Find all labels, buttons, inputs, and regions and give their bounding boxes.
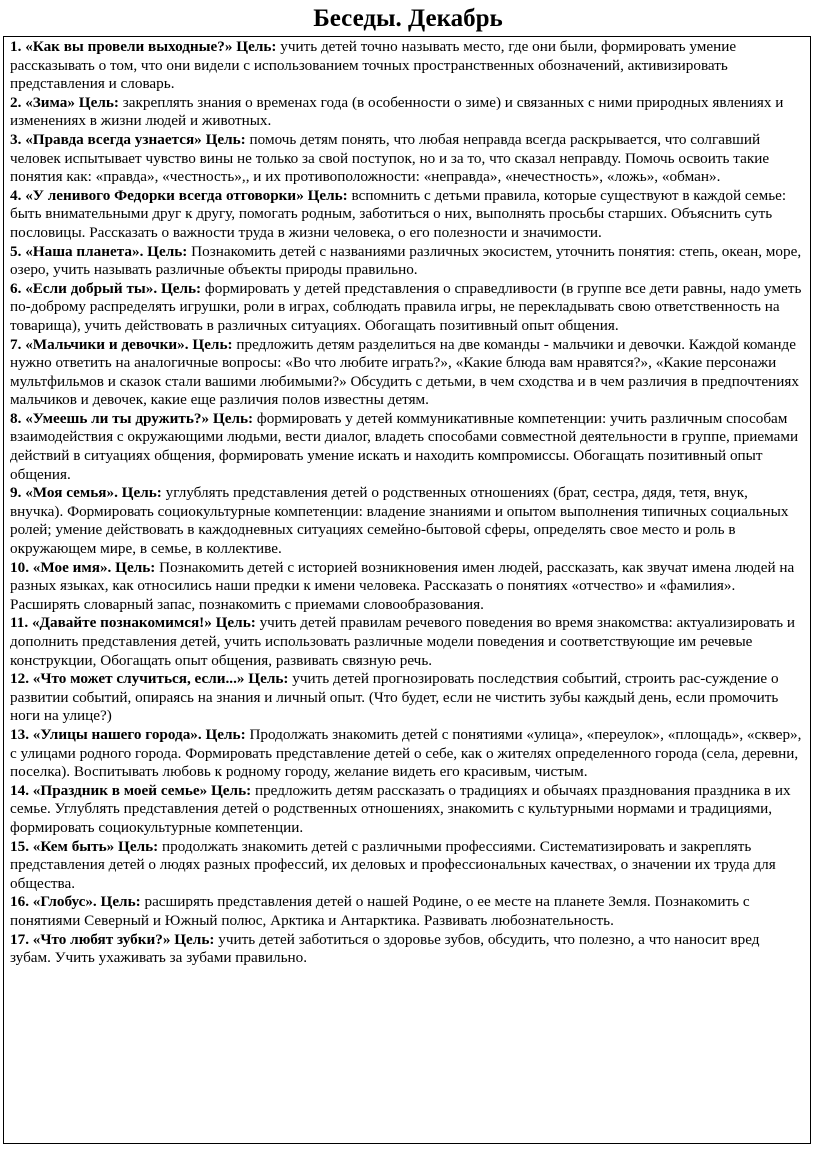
- item-heading: 16. «Глобус». Цель:: [10, 893, 141, 911]
- item-text: учить детей прогнозировать последствия событий, строить рас-суждение о развитии событий, опираясь на знания и личный опыт. (Что будет, если не чистить зубы каждый день, если промочить ноги на улице?): [10, 670, 779, 725]
- item-heading: 2. «Зима» Цель:: [10, 93, 119, 111]
- item-text: Продолжать знакомить детей с понятиями «улица», «переулок», «площадь», «сквер», с улицами родного города. Формировать представление детей о себе, как о жителях определенного города (села, деревни, поселка). Воспитывать любовь к родному городу, желание видеть его красивым, чистым.: [10, 725, 802, 781]
- topics-list: [3, 36, 811, 1144]
- item-heading: 1. «Как вы провели выходные?» Цель:: [10, 38, 277, 55]
- item-heading: 13. «Улицы нашего города». Цель:: [10, 725, 246, 743]
- item-heading: 8. «Умеешь ли ты дружить?» Цель:: [10, 409, 254, 427]
- item-text: формировать у детей представления о справедливости (в группе все дети равны, надо уметь по-доброму распределять игрушки, роли в играх, соблюдать правила игры, не перекладывать свою ответственность на товарища), учить действовать в различных ситуациях. Обогащать позитивный опыт общения.: [10, 279, 802, 334]
- item-heading: 6. «Если добрый ты». Цель:: [10, 279, 202, 297]
- list-item: [10, 94, 804, 131]
- list-item: [10, 559, 804, 615]
- list-item: [10, 931, 804, 968]
- list-item: [10, 614, 804, 670]
- item-text: расширять представления детей о нашей Родине, о ее месте на планете Земля. Познакомить с понятиями Северный и Южный полюс, Арктика и Антарктика. Развивать любознательность.: [10, 893, 750, 929]
- item-text: углублять представления детей о родственных отношениях (брат, сестра, дядя, тетя, внук, внучка). Формировать социокультурные компетенции: владение знаниями и опытом выполнения типичных социальных ролей; умение действовать в каждодневных ситуациях семейно-бытовой сферы, определять свое место и роль в окружающем мире, в семье, в коллективе.: [10, 484, 789, 558]
- page-title: Беседы. Декабрь: [313, 5, 503, 32]
- list-item: [10, 243, 804, 280]
- list-item: [10, 893, 804, 930]
- item-heading: 14. «Праздник в моей семье» Цель:: [10, 781, 252, 799]
- list-item: [10, 410, 804, 484]
- item-heading: 17. «Что любят зубки?» Цель:: [10, 930, 215, 948]
- list-item: [10, 726, 804, 782]
- item-text: учить детей заботиться о здоровье зубов, обсудить, что полезно, а что наносит вред зубам. Учить ухаживать за зубами правильно.: [10, 930, 760, 967]
- item-heading: 5. «Наша планета». Цель:: [10, 242, 188, 260]
- item-text: вспомнить с детьми правила, которые существуют в каждой семье: быть внимательными друг к другу, помогать родным, заботиться о них, выполнять просьбы старших. Объяснить суть пословицы. Рассказать о важности труда в жизни человека, о его полезности и значимости.: [10, 186, 787, 241]
- list-item: [10, 280, 804, 336]
- item-heading: 15. «Кем быть» Цель:: [10, 837, 159, 855]
- item-text: Познакомить детей с историей возникновения имен людей, рассказать, как звучат имена людей на разных языках, как относились наши предки к имени человека. Рассказать о понятиях «отчество» и «фамилия». Расширять словарный запас, познакомить с приемами словообразования.: [10, 558, 795, 613]
- item-text: формировать у детей коммуникативные компетенции: учить различным способам взаимодействия с окружающими людьми, вести диалог, владеть способами совместной деятельности в группе, приемами действий в ситуациях общения, формировать умение искать и находить компромиссы. Обогащать позитивный опыт общения.: [10, 409, 799, 483]
- list-item: [10, 670, 804, 726]
- list-item: [10, 336, 804, 410]
- list-item: [10, 484, 804, 558]
- list-item: [10, 38, 804, 94]
- item-heading: 10. «Мое имя». Цель:: [10, 558, 156, 576]
- item-text: продолжать знакомить детей с различными профессиями. Систематизировать и закреплять представления детей о людях разных профессий, их деловых и профессиональных качествах, о значении их труда для общества.: [10, 837, 776, 892]
- item-text: предложить детям разделиться на две команды - мальчики и девочки. Каждой команде нужно ответить на аналогичные вопросы: «Во что любите играть?», «Какие блюда вам нравятся?», «Какие персонажи мультфильмов и сказок стали вашими любимыми?» Обсудить с детьми, в чем сходства и в чем различия в предпочтениях мальчиков и девочек, какие еще различия полов известны детям.: [10, 335, 799, 409]
- item-text: учить детей правилам речевого поведения во время знакомства: актуализировать и дополнить представления детей, учить использовать различные модели поведения и соответствующие им речевые конструкции, Обогащать опыт общения, развивать связную речь.: [10, 614, 795, 669]
- item-heading: 11. «Давайте познакомимся!» Цель:: [10, 614, 256, 632]
- list-item: [10, 838, 804, 894]
- item-heading: 12. «Что может случиться, если...» Цель:: [10, 670, 289, 688]
- item-heading: 3. «Правда всегда узнается» Цель:: [10, 130, 246, 148]
- list-item: [10, 782, 804, 838]
- list-item: [10, 131, 804, 187]
- item-text: помочь детям понять, что любая неправда всегда раскрывается, что солгавший человек испытывает чувство вины не только за свой поступок, но и за то, что сказал неправду. Помочь освоить такие понятия как: «правда», «честность»,, и их противоположности: «неправда», «нечестность», «ложь», «обман».: [10, 130, 770, 186]
- item-heading: 4. «У ленивого Федорки всегда отговорки» Цель:: [10, 186, 348, 204]
- item-text: предложить детям рассказать о традициях и обычаях празднования праздника в их семье. Углублять представления детей о родственных отношениях, знакомить с культурными нормами и традициями, формировать социокультурные компетенции.: [10, 781, 791, 836]
- item-heading: 9. «Моя семья». Цель:: [10, 484, 162, 502]
- item-text: учить детей точно называть место, где они были, формировать умение рассказывать о том, что они видели с использованием точных пространственных обозначений, активизировать представления и словарь.: [10, 38, 737, 93]
- item-text: закреплять знания о временах года (в особенности о зиме) и связанных с ними природных явлениях и изменениях в жизни людей и животных.: [10, 93, 784, 130]
- list-item: [10, 187, 804, 243]
- item-heading: 7. «Мальчики и девочки». Цель:: [10, 335, 233, 353]
- item-text: Познакомить детей с названиями различных экосистем, уточнить понятия: степь, океан, море, озеро, учить называть различные объекты природы правильно.: [10, 242, 802, 279]
